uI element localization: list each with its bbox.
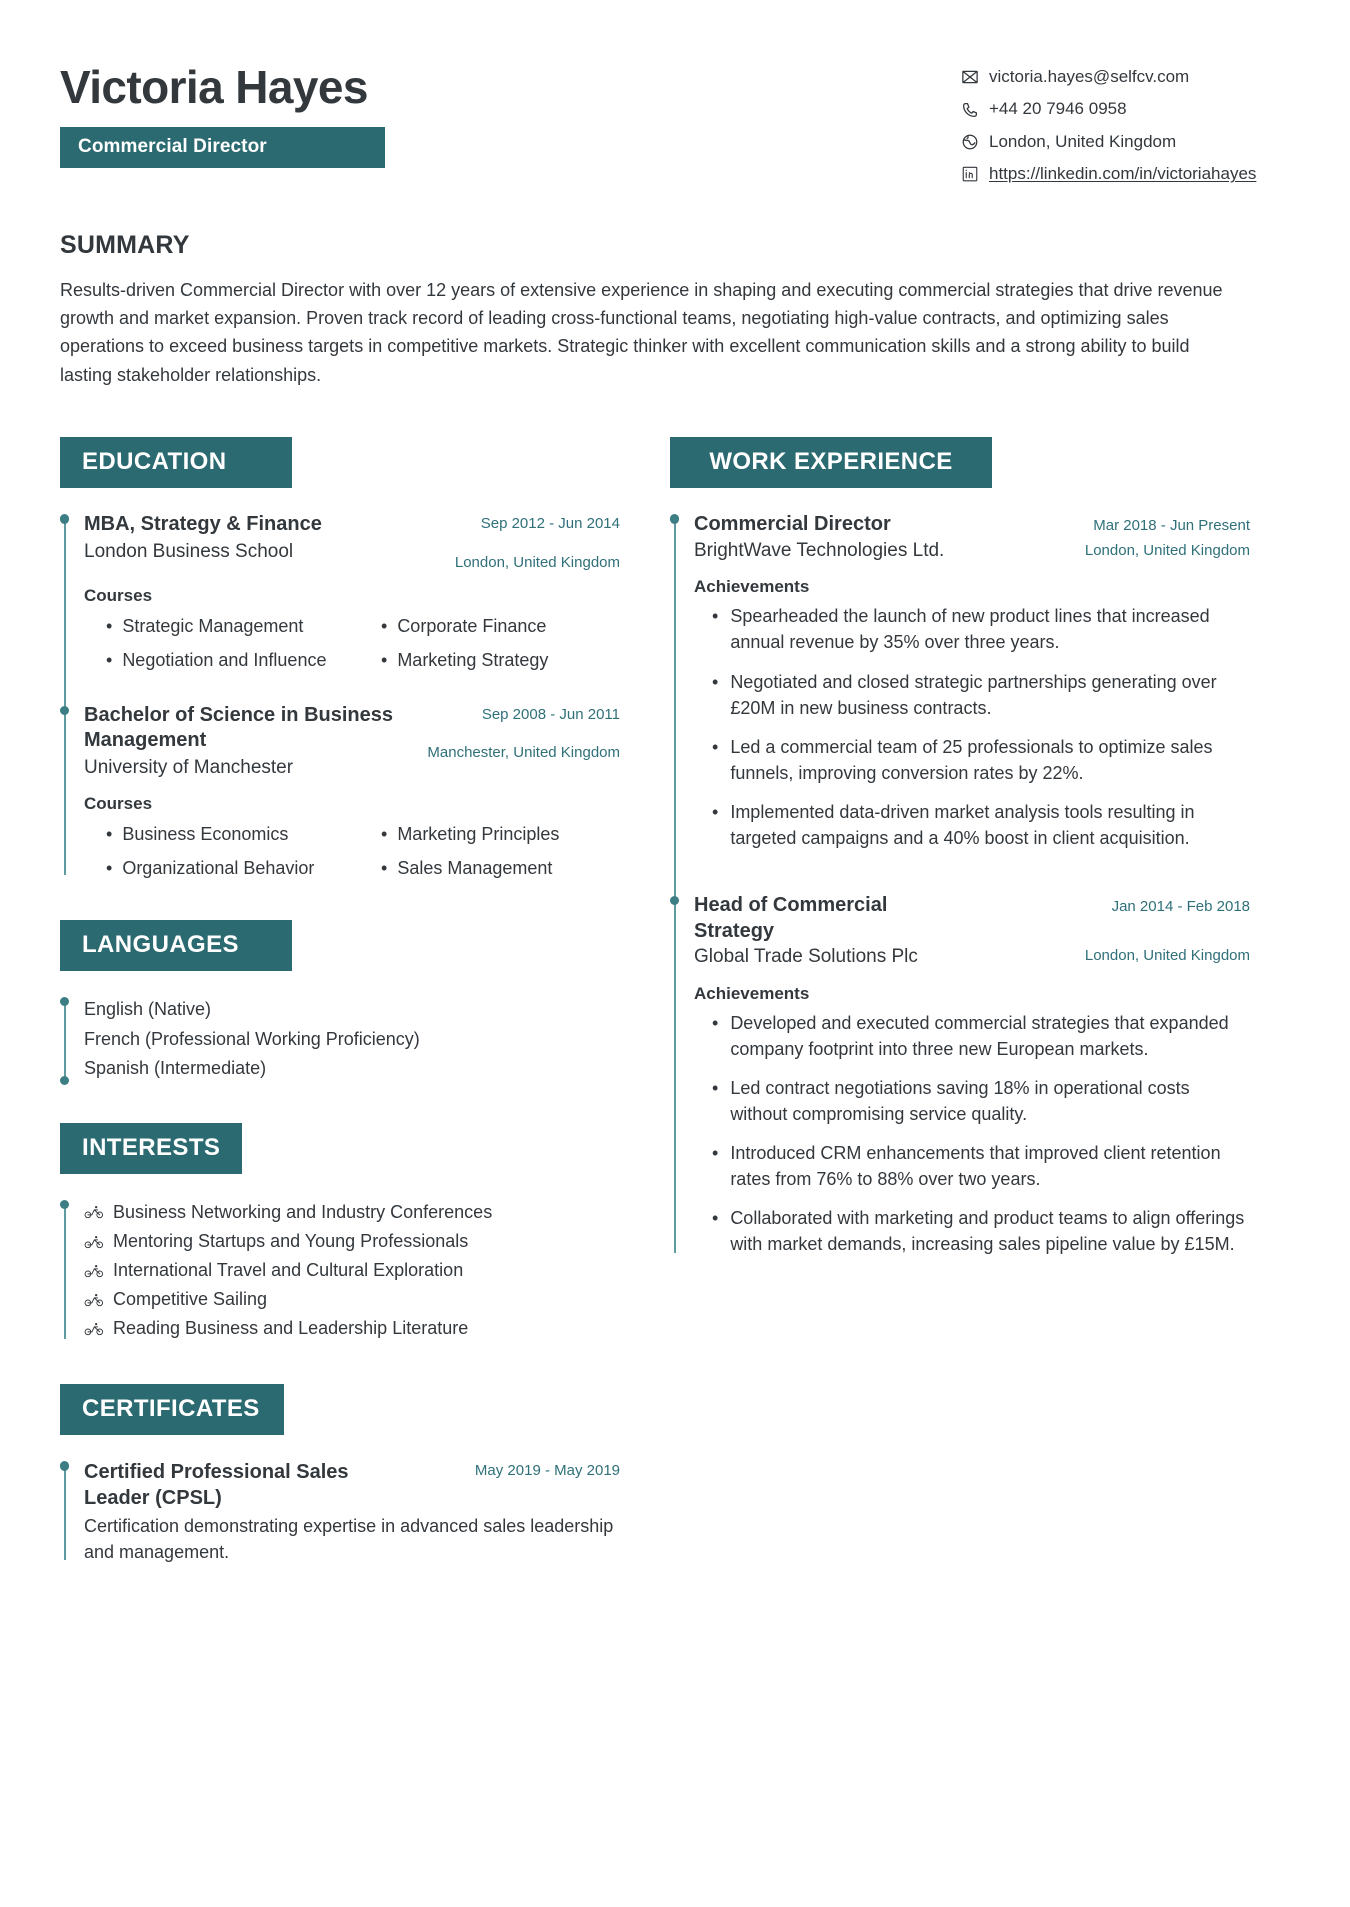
contact-location-text: London, United Kingdom [989,131,1177,151]
timeline-dot [60,1462,69,1471]
education-heading: EDUCATION [60,437,292,488]
list-item [84,1227,620,1256]
education-school: University of Manchester [84,756,294,778]
achievements-list [694,1010,1250,1258]
course-label: Corporate Finance [397,616,547,637]
education-school: London Business School [84,540,294,562]
bullet-icon: • [712,1143,719,1164]
interest-label: International Travel and Cultural Exploration [113,1260,464,1281]
languages-section [60,920,620,1082]
achievements-list [694,603,1250,851]
work-entry [694,893,1250,1257]
contact-linkedin[interactable] [960,164,1256,184]
achievement-item [694,603,1250,655]
left-column [60,437,620,1605]
bicycle-icon [84,1203,104,1221]
bullet-icon: • [712,1077,719,1098]
interests-timeline [60,1198,620,1344]
courses-grid [84,822,620,880]
list-item: French (Professional Working Proficiency) [84,1028,420,1049]
achievement-item [694,1075,1250,1127]
work-date: Jan 2014 - Feb 2018 [1111,898,1250,916]
interests-heading: INTERESTS [60,1123,242,1174]
bullet-icon: • [381,824,388,845]
certificates-timeline [60,1459,620,1565]
work-entry [694,512,1250,851]
education-date: Sep 2008 - Jun 2011 [481,705,620,723]
timeline-dot [670,896,679,905]
contact-phone-text: +44 20 7946 0958 [989,99,1127,119]
timeline-dot [60,706,69,715]
contact-linkedin-link[interactable]: https://linkedin.com/in/victoriahayes [989,164,1257,184]
work-title: Commercial Director [694,513,891,536]
achievement-item [694,1010,1250,1062]
certificates-section [60,1384,620,1565]
job-title-badge: Commercial Director [60,127,385,168]
interest-label: Reading Business and Leadership Literature [113,1318,469,1339]
bullet-icon: • [712,801,719,822]
course-item [359,822,620,846]
interests-section [60,1123,620,1344]
list-item [84,1285,620,1314]
education-date: Sep 2012 - Jun 2014 [480,515,620,533]
list-item [84,1198,620,1227]
achievement-text: Collaborated with marketing and product teams to align offerings with market demands, increasing sales pipeline value by £15M. [730,1208,1245,1255]
course-item [359,648,620,672]
achievement-item [694,1140,1250,1192]
identity-block [60,55,385,168]
education-timeline [60,512,620,880]
courses-label: Courses [84,794,153,814]
summary-text: Results-driven Commercial Director with over 12 years of extensive experience in shaping and executing commercial strategies that drive revenue growth and market expansion. Proven track record of leading cross-functional teams, negotiating high-value contracts, and optimizing sales operations to exceed business targets in competitive markets. Strategic thinker with excellent communication skills and a strong ability to build lasting stakeholder relationships. [60,279,1223,385]
languages-timeline [60,995,620,1082]
bullet-icon: • [381,858,388,879]
bicycle-icon [84,1262,104,1280]
course-item [84,856,345,880]
phone-icon [960,100,979,119]
bullet-icon: • [106,616,113,637]
timeline-dot [670,515,679,524]
contact-block [960,55,1290,185]
list-item: English (Native) [84,999,212,1020]
achievement-item [694,799,1250,851]
timeline-dot [60,515,69,524]
bullet-icon: • [381,650,388,671]
achievement-item [694,1205,1250,1257]
certificate-description: Certification demonstrating expertise in advanced sales leadership and management. [84,1515,614,1562]
contact-email-text: victoria.hayes@selfcv.com [989,67,1190,86]
list-item: Spanish (Intermediate) [84,1057,267,1078]
course-label: Marketing Strategy [397,650,549,671]
course-label: Negotiation and Influence [122,650,327,671]
courses-grid [84,614,620,672]
course-label: Organizational Behavior [122,858,315,879]
bicycle-icon [84,1233,104,1251]
course-label: Strategic Management [122,616,304,637]
bullet-icon: • [712,1012,719,1033]
bullet-icon: • [106,858,113,879]
list-item [84,1256,620,1285]
achievement-text: Led a commercial team of 25 professionals to optimize sales funnels, improving conversion rates by 22%. [730,736,1213,783]
envelope-icon [960,68,979,87]
languages-list [84,995,620,1082]
course-label: Business Economics [122,824,289,845]
certificate-entry [84,1459,620,1565]
education-degree: Bachelor of Science in Business Management [84,703,393,752]
interest-label: Competitive Sailing [113,1289,268,1310]
interest-label: Business Networking and Industry Conferences [113,1201,493,1222]
education-location: Manchester, United Kingdom [427,744,620,762]
course-item [359,856,620,880]
achievements-label: Achievements [694,577,810,597]
bicycle-icon [84,1320,104,1338]
interest-label: Mentoring Startups and Young Professionals [113,1231,469,1252]
courses-label: Courses [84,586,153,606]
achievement-item [694,669,1250,721]
education-entry [84,512,620,672]
work-date: Mar 2018 - Jun Present [1093,517,1250,535]
work-location: London, United Kingdom [1084,947,1250,965]
work-experience-heading: WORK EXPERIENCE [670,437,992,488]
achievement-text: Led contract negotiations saving 18% in operational costs without compromising service quality. [730,1077,1190,1125]
bullet-icon: • [712,606,719,627]
course-item [84,614,345,638]
education-degree: MBA, Strategy & Finance [84,513,322,536]
work-location: London, United Kingdom [1084,541,1250,559]
course-label: Sales Management [397,858,553,879]
certificates-heading: CERTIFICATES [60,1384,284,1435]
bullet-icon: • [712,1208,719,1229]
summary-section [60,231,1290,390]
contact-location [960,132,1176,152]
course-label: Marketing Principles [397,824,560,845]
certificate-date: May 2019 - May 2019 [474,1461,620,1479]
bullet-icon: • [106,650,113,671]
work-experience-section [670,437,1250,1257]
achievements-label: Achievements [694,983,810,1003]
bullet-icon: • [106,824,113,845]
body-columns [60,437,1290,1605]
achievement-item [694,734,1250,786]
right-column [670,437,1250,1297]
achievement-text: Negotiated and closed strategic partnerships generating over £20M in new business contracts. [730,671,1217,718]
achievement-text: Spearheaded the launch of new product lines that increased annual revenue by 35% over three years. [730,606,1210,653]
course-item [84,648,345,672]
page-title: Victoria Hayes [60,61,368,113]
work-title: Head of Commercial Strategy [694,894,888,942]
list-item [84,1314,620,1343]
achievement-text: Introduced CRM enhancements that improved client retention rates from 76% to 88% over two years. [730,1143,1221,1190]
education-location: London, United Kingdom [454,553,620,571]
timeline-dot-end [60,1076,69,1085]
work-company: BrightWave Technologies Ltd. [694,539,945,561]
resume-header [60,55,1290,185]
education-entry [84,703,620,881]
certificate-title: Certified Professional Sales Leader (CPSL) [84,1460,349,1509]
summary-heading: SUMMARY [60,230,190,259]
bullet-icon: • [381,616,388,637]
globe-icon [960,132,979,151]
bullet-icon: • [712,736,719,757]
bicycle-icon [84,1291,104,1309]
contact-phone[interactable] [960,99,1127,119]
linkedin-icon [960,165,979,184]
work-company: Global Trade Solutions Plc [694,946,918,968]
work-timeline [670,512,1250,1257]
course-item [84,822,345,846]
contact-email[interactable] [960,67,1189,87]
education-section [60,437,620,880]
achievement-text: Implemented data-driven market analysis tools resulting in targeted campaigns and a 40% boost in client acquisition. [730,801,1195,849]
achievement-text: Developed and executed commercial strategies that expanded company footprint into three new European markets. [730,1012,1229,1059]
bullet-icon: • [712,671,719,692]
course-item [359,614,620,638]
languages-heading: LANGUAGES [60,920,292,971]
